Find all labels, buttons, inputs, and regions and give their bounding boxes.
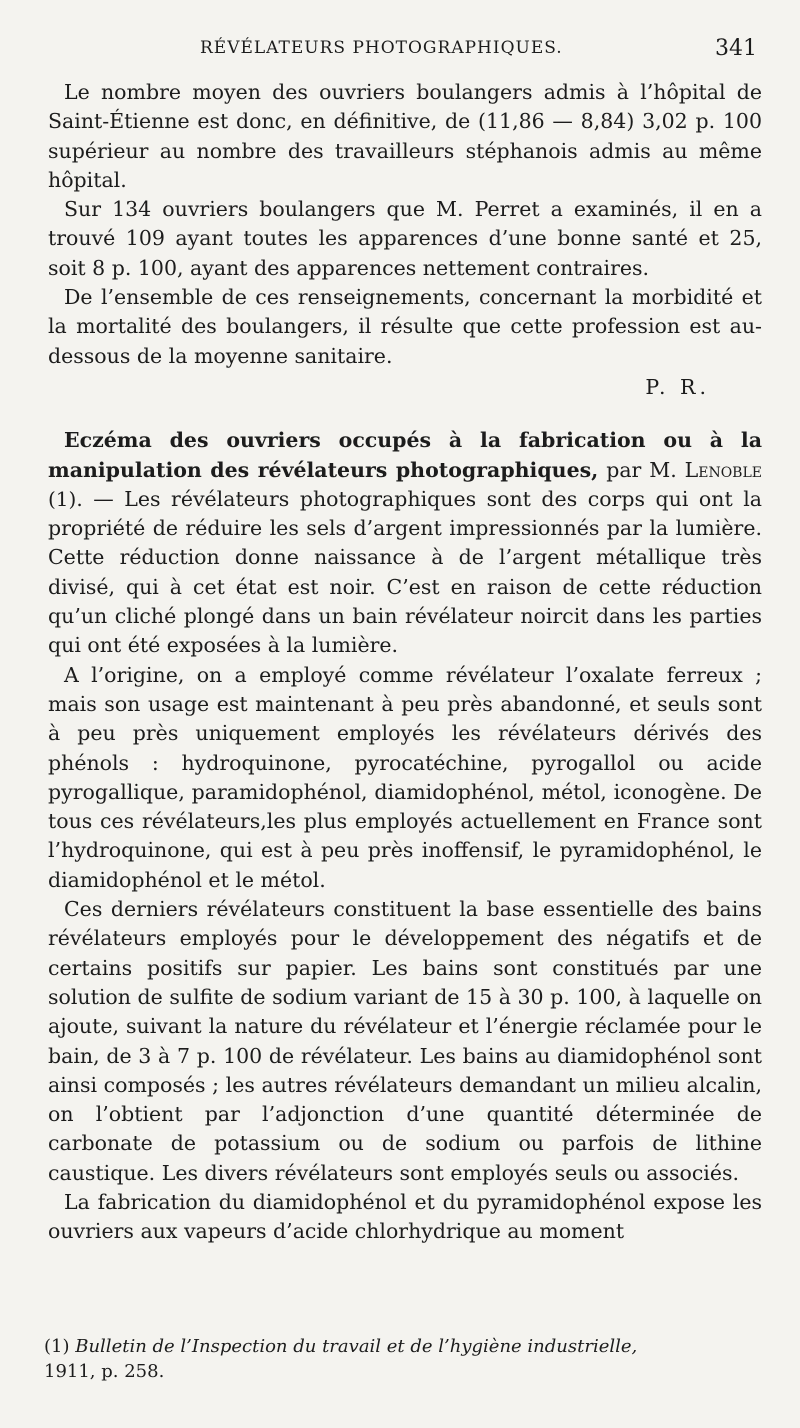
footnote-marker: (1) [44, 1336, 70, 1357]
paragraph: Le nombre moyen des ouvriers boulangers admis à l’hôpital de Saint-Étienne est donc, en définitive, de (11,86 — 8,84) 3,02 p. 100 supérieur au nombre des travailleurs stéphanois admis au même hôpital. [48, 80, 762, 192]
paragraph: La fabrication du diamidophénol et du pyramidophénol expose les ouvriers aux vapeurs d’acide chlorhydrique au moment [48, 1189, 762, 1244]
page-number: 341 [715, 36, 757, 61]
paragraph: Ces derniers révélateurs constituent la base essentielle des bains révélateurs employés pour le développement des négatifs et de certains positifs sur papier. Les bains sont constitués par une solution de sulfite de sodium variant de 15 à 30 p. 100, à laquelle on ajoute, suivant la nature du révélateur et l’énergie réclamée pour le bain, de 3 à 7 p. 100 de révélateur. Les bains au diamidophénol sont ainsi composés ; les autres révélateurs demandant un milieu alcalin, on l’obtient par l’adjonction d’une quantité déterminée de carbonate de potassium ou de sodium ou parfois de lithine caustique. Les divers révélateurs sont employés seuls ou associés. [48, 897, 762, 1185]
article-author: Lenoble [684, 457, 762, 482]
article-intro: — Les révélateurs photographiques sont des corps qui ont la propriété de réduire les sels d’argent impressionnés par la lumière. Cette réduction donne naissance à de l’argent métallique très divisé, qui à cet état est noir. C’est en raison de cette réduction qu’un cliché plongé dans un bain révélateur noircit dans les parties qui ont été exposées à la lumière. [48, 486, 762, 658]
paragraph: A l’origine, on a employé comme révélateur l’oxalate ferreux ; mais son usage est maintenant à peu près abandonné, et seuls sont à peu près uniquement employés les révélateurs dérivés des phénols : hydroquinone, pyrocatéchine, pyrogallol ou acide pyrogallique, paramidophénol, diamidophénol, métol, iconogène. De tous ces révélateurs,les plus employés actuellement en France sont l’hydroquinone, qui est à peu près inoffensif, le pyramidophénol, le diamidophénol et le métol. [48, 662, 762, 892]
footnote [44, 1334, 764, 1384]
article-opening [48, 426, 762, 660]
article-by: par M. [606, 457, 677, 482]
footnote-reference: (1). [48, 486, 83, 511]
paragraph: Sur 134 ouvriers boulangers que M. Perret a examinés, il en a trouvé 109 ayant toutes les apparences d’une bonne santé et 25, soit 8 p. 100, ayant des apparences nettement contraires. [48, 197, 762, 280]
footnote-details: 1911, p. 258. [44, 1361, 165, 1382]
article-title: Eczéma des ouvriers occupés à la fabrication ou à la manipulation des révélateurs photographiques, [48, 428, 762, 482]
signature: P. R. [645, 374, 710, 399]
footnote-source: Bulletin de l’Inspection du travail et de l’hygiène industrielle, [75, 1336, 638, 1357]
paragraph: De l’ensemble de ces renseignements, concernant la morbidité et la mortalité des boulangers, il résulte que cette profession est au-dessous de la moyenne sanitaire. [48, 285, 762, 368]
page-body [48, 78, 762, 1247]
page-header [0, 36, 800, 68]
running-title: RÉVÉLATEURS PHOTOGRAPHIQUES. [200, 38, 563, 58]
